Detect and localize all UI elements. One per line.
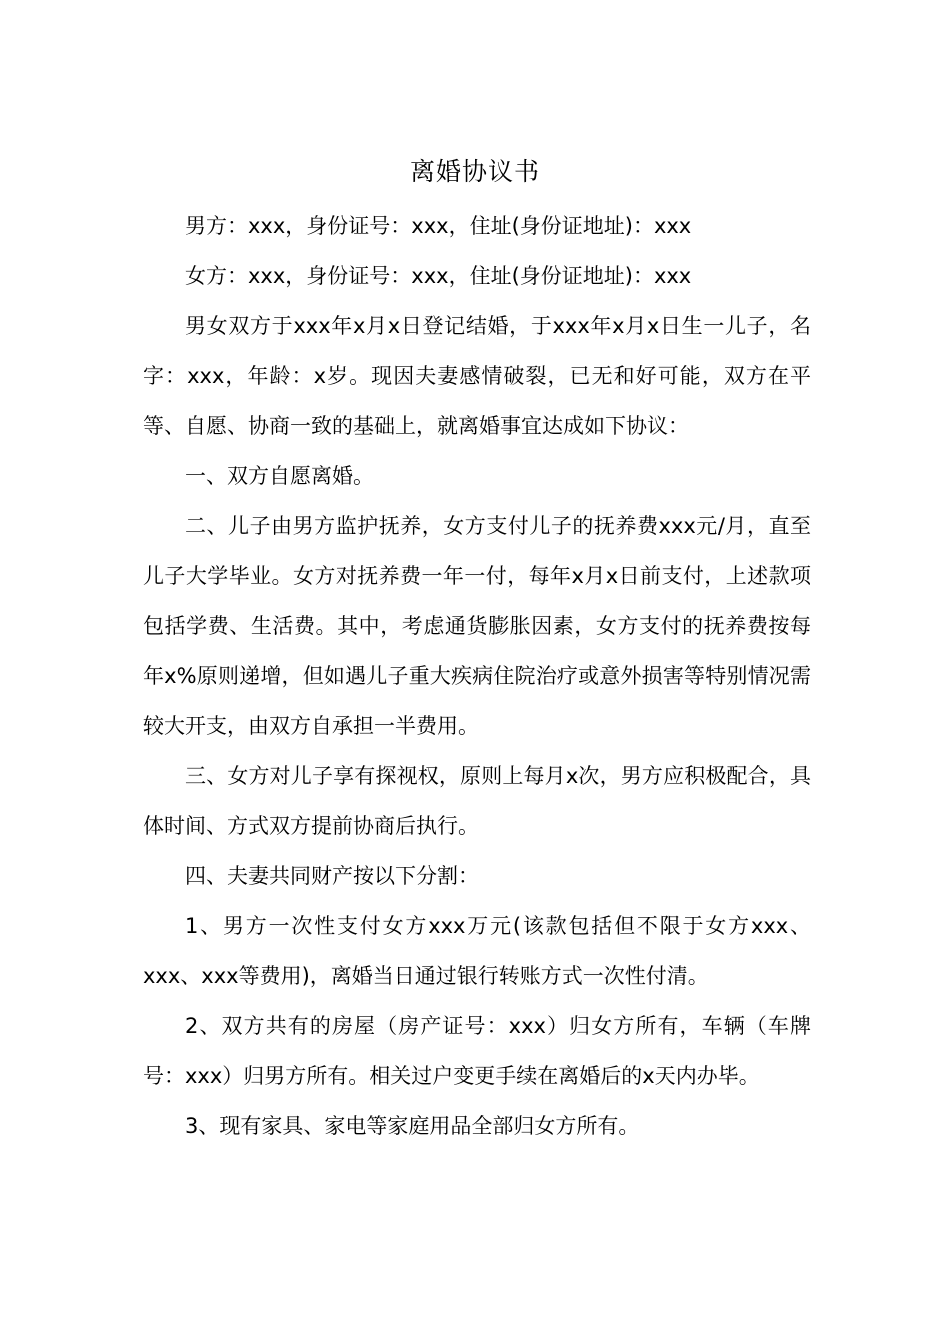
paragraph-female-party: 女方：xxx，身份证号：xxx，住址(身份证地址)：xxx bbox=[185, 264, 692, 288]
paragraph-background: 男女双方于xxx年x月x日登记结婚，于xxx年x月x日生一儿子，名字：xxx，年龄：x岁。现因夫妻感情破裂，已无和好可能，双方在平等、自愿、协商一致的基础上，就离婚事宜达成如下协议： bbox=[143, 314, 811, 438]
paragraph-property-2: 2、双方共有的房屋（房产证号：xxx）归女方所有，车辆（车牌号：xxx）归男方所有。相关过户变更手续在离婚后的x天内办毕。 bbox=[143, 1014, 811, 1088]
paragraph-property-1: 1、男方一次性支付女方xxx万元(该款包括但不限于女方xxx、xxx、xxx等费用)，离婚当日通过银行转账方式一次性付清。 bbox=[143, 914, 811, 988]
document-title: 离婚协议书 bbox=[409, 157, 540, 186]
paragraph-clause-1: 一、双方自愿离婚。 bbox=[185, 464, 374, 488]
paragraph-clause-3: 三、女方对儿子享有探视权，原则上每月x次，男方应积极配合，具体时间、方式双方提前协商后执行。 bbox=[143, 764, 811, 838]
paragraph-property-3: 3、现有家具、家电等家庭用品全部归女方所有。 bbox=[185, 1114, 640, 1138]
document-body bbox=[143, 201, 811, 1151]
paragraph-clause-4: 四、夫妻共同财产按以下分割： bbox=[185, 864, 479, 888]
paragraph-male-party: 男方：xxx，身份证号：xxx，住址(身份证地址)：xxx bbox=[185, 214, 692, 238]
paragraph-clause-2: 二、儿子由男方监护抚养，女方支付儿子的抚养费xxx元/月，直至儿子大学毕业。女方对抚养费一年一付，每年x月x日前支付，上述款项包括学费、生活费。其中，考虑通货膨胀因素，女方支付的抚养费按每年x%原则递增，但如遇儿子重大疾病住院治疗或意外损害等特别情况需较大开支，由双方自承担一半费用。 bbox=[143, 514, 811, 738]
